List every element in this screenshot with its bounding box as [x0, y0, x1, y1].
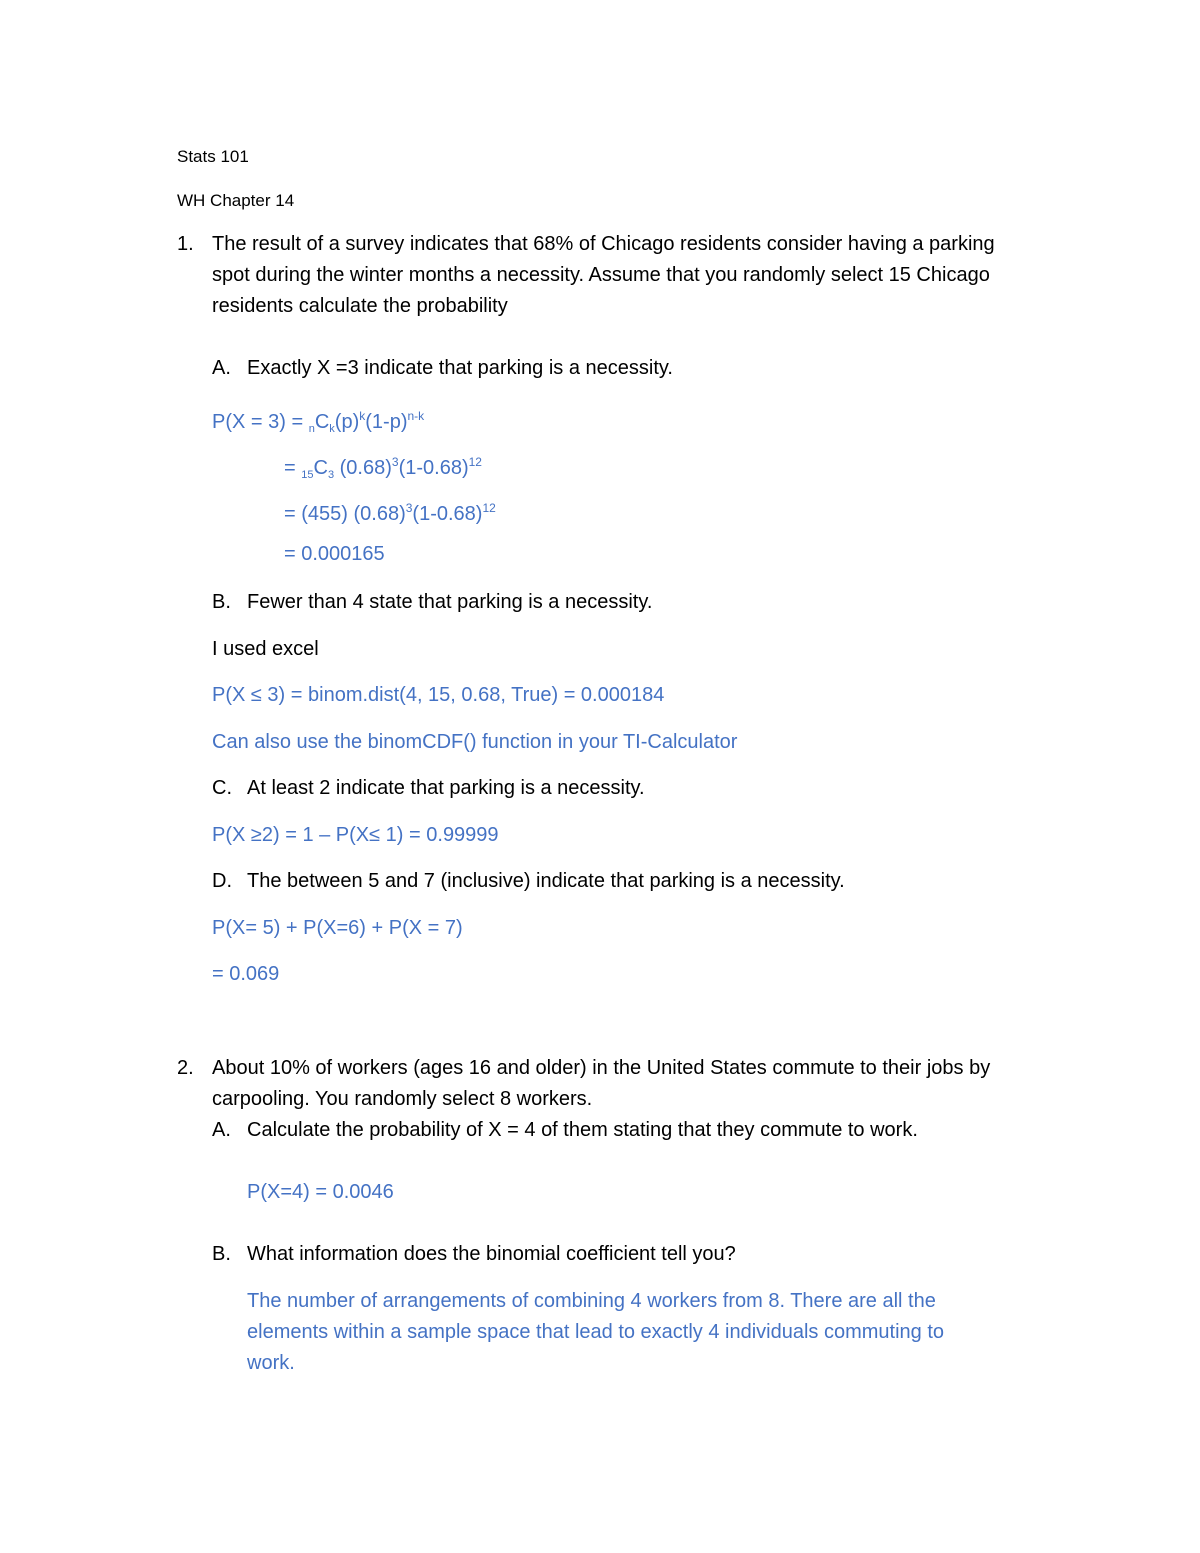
q1b-tip: Can also use the binomCDF() function in your TI-Calculator: [212, 731, 738, 753]
q1d-text: The between 5 and 7 (inclusive) indicate that parking is a necessity.: [247, 870, 845, 892]
q2b-answer-line-1: The number of arrangements of combining 4 workers from 8. There are all the: [247, 1290, 936, 1312]
step1-eq: =: [284, 457, 302, 479]
q2a-text: Calculate the probability of X = 4 of them stating that they commute to work.: [247, 1119, 918, 1141]
formula-n-sub: n: [308, 423, 315, 435]
q1a-result: = 0.000165: [284, 543, 385, 565]
step2-exp2: 12: [482, 501, 496, 515]
step2-text: = (455) (0.68): [284, 503, 406, 525]
formula-lhs: P(X = 3) =: [212, 411, 309, 433]
q1d-formula: P(X= 5) + P(X=6) + P(X = 7): [212, 917, 463, 939]
q2b-text: What information does the binomial coefficient tell you?: [247, 1243, 736, 1265]
formula-k-exp: k: [359, 409, 366, 423]
q1b-formula: P(X ≤ 3) = binom.dist(4, 15, 0.68, True) = 0.000184: [212, 684, 665, 706]
formula-nk-exp: n-k: [407, 409, 425, 423]
formula-p: (p): [334, 411, 360, 433]
q1-line-3: residents calculate the probability: [212, 295, 508, 317]
q2a-label: A.: [212, 1119, 231, 1141]
q1b-note: I used excel: [212, 638, 319, 660]
step1-k-sub: 3: [327, 469, 335, 481]
q2b-label: B.: [212, 1243, 231, 1265]
formula-one-minus-p: (1-p): [365, 411, 408, 433]
step1-rest: (1-0.68): [398, 457, 469, 479]
q2-line-2: carpooling. You randomly select 8 workers.: [212, 1088, 593, 1110]
q2a-answer: P(X=4) = 0.0046: [247, 1181, 394, 1203]
q1b-label: B.: [212, 591, 231, 613]
q1c-label: C.: [212, 777, 232, 799]
q1a-step1: [284, 450, 482, 487]
step1-c: C: [313, 457, 328, 479]
chapter-title: WH Chapter 14: [177, 191, 295, 210]
q1a-step2: [284, 496, 496, 526]
step1-exp2: 12: [468, 455, 482, 469]
step1-exp1: 3: [391, 455, 399, 469]
q1c-formula: P(X ≥2) = 1 – P(X≤ 1) = 0.99999: [212, 824, 499, 846]
q2b-answer-line-3: work.: [247, 1352, 295, 1374]
q1a-label: A.: [212, 357, 231, 379]
q1a-formula: [212, 404, 424, 441]
step1-n-sub: 15: [301, 469, 314, 481]
q1c-text: At least 2 indicate that parking is a necessity.: [247, 777, 645, 799]
step1-base: (0.68): [334, 457, 392, 479]
q1b-text: Fewer than 4 state that parking is a necessity.: [247, 591, 653, 613]
q2-number: 2.: [177, 1057, 194, 1079]
q1-number: 1.: [177, 233, 194, 255]
q2b-answer-line-2: elements within a sample space that lead to exactly 4 individuals commuting to: [247, 1321, 945, 1343]
q1-line-1: The result of a survey indicates that 68% of Chicago residents consider having a parking: [212, 233, 995, 255]
q1a-text: Exactly X =3 indicate that parking is a necessity.: [247, 357, 673, 379]
q1d-result: = 0.069: [212, 963, 280, 985]
formula-k-sub: k: [329, 423, 335, 435]
q1d-label: D.: [212, 870, 232, 892]
step2-exp1: 3: [405, 501, 413, 515]
formula-c: C: [314, 411, 330, 433]
q2-line-1: About 10% of workers (ages 16 and older) in the United States commute to their jobs by: [212, 1057, 991, 1079]
step2-rest: (1-0.68): [412, 503, 483, 525]
course-title: Stats 101: [177, 147, 249, 166]
q1-line-2: spot during the winter months a necessity. Assume that you randomly select 15 Chicago: [212, 264, 990, 286]
